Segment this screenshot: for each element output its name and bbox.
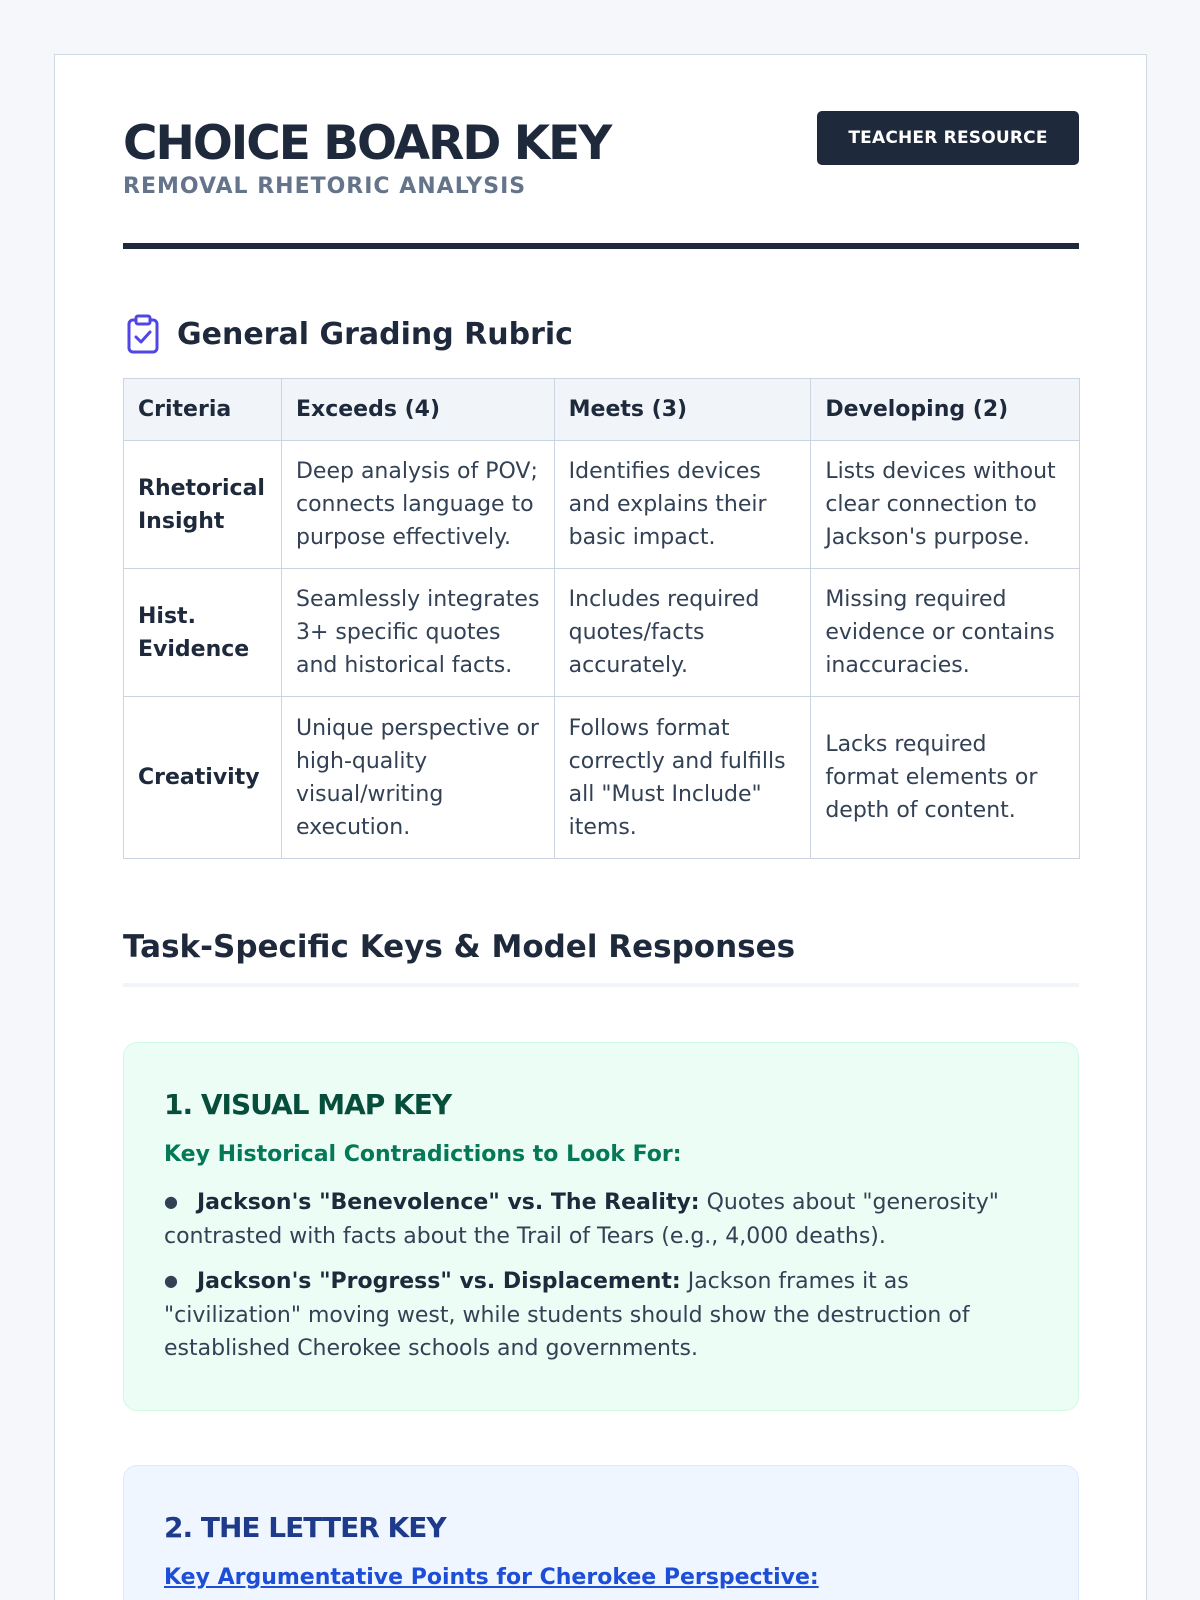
page-subtitle: REMOVAL RHETORIC ANALYSIS (123, 174, 527, 199)
meets-cell: Identifies devices and explains their basic impact. (554, 441, 811, 569)
exceeds-cell: Seamlessly integrates 3+ specific quotes and historical facts. (281, 569, 554, 697)
card-subtitle: Key Historical Contradictions to Look For: (164, 1142, 682, 1167)
meets-cell: Follows format correctly and fulfills all "Must Include" items. (554, 697, 811, 859)
exceeds-cell: Unique perspective or high-quality visual/writing execution. (281, 697, 554, 859)
criteria-cell: Rhetorical Insight (124, 441, 282, 569)
bullet-text: Jackson frames it as "civilization" moving west, while students should show the destruction of established Cherokee schools and governments. (164, 1269, 970, 1361)
header-divider (123, 243, 1079, 249)
bullet-text: Quotes about "generosity" contrasted with facts about the Trail of Tears (e.g., 4,000 deaths). (164, 1190, 999, 1249)
bullet-label: Jackson's "Benevolence" vs. The Reality: (197, 1190, 700, 1215)
list-item (164, 1265, 1038, 1365)
document-page (54, 54, 1147, 1600)
rubric-table (123, 378, 1080, 859)
table-row (124, 697, 1080, 859)
page-title: CHOICE BOARD KEY (123, 116, 611, 171)
criteria-cell: Hist. Evidence (124, 569, 282, 697)
developing-cell: Lists devices without clear connection to Jackson's purpose. (811, 441, 1080, 569)
visual-map-key-card (123, 1042, 1079, 1411)
col-header-meets: Meets (3) (554, 379, 811, 441)
developing-cell: Lacks required format elements or depth of content. (811, 697, 1080, 859)
letter-key-card (123, 1465, 1079, 1600)
card-title: 2. THE LETTER KEY (164, 1511, 446, 1544)
rubric-header-row (124, 379, 1080, 441)
col-header-developing: Developing (2) (811, 379, 1080, 441)
tasks-section-title: Task-Specific Keys & Model Responses (123, 929, 796, 965)
list-item (164, 1186, 1038, 1253)
col-header-criteria: Criteria (124, 379, 282, 441)
bullet-label: Jackson's "Progress" vs. Displacement: (197, 1269, 681, 1294)
table-row (124, 569, 1080, 697)
col-header-exceeds: Exceeds (4) (281, 379, 554, 441)
card-subtitle: Key Argumentative Points for Cherokee Perspective: (164, 1565, 819, 1590)
document-content (123, 55, 1079, 1590)
criteria-cell: Creativity (124, 697, 282, 859)
document-header (123, 55, 1079, 245)
table-row (124, 441, 1080, 569)
rubric-title: General Grading Rubric (177, 316, 573, 352)
rubric-heading (123, 309, 573, 359)
bullet-list (164, 1186, 1038, 1365)
clipboard-check-icon (126, 314, 160, 354)
bullet-dot-icon: ● (164, 1271, 178, 1290)
developing-cell: Missing required evidence or contains inaccuracies. (811, 569, 1080, 697)
bullet-dot-icon: ● (164, 1192, 178, 1211)
exceeds-cell: Deep analysis of POV; connects language to purpose effectively. (281, 441, 554, 569)
teacher-resource-badge: TEACHER RESOURCE (817, 111, 1079, 165)
meets-cell: Includes required quotes/facts accurately. (554, 569, 811, 697)
tasks-divider (123, 983, 1079, 987)
card-title: 1. VISUAL MAP KEY (164, 1088, 452, 1121)
